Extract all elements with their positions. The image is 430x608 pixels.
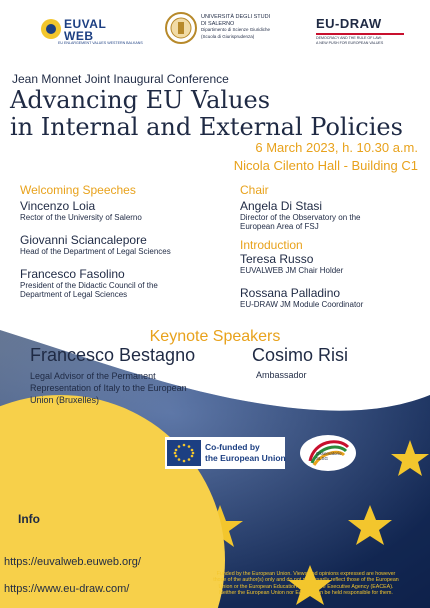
- observatory-line1: Osservatorio: [316, 451, 342, 456]
- chair-heading: Chair: [240, 183, 269, 197]
- speaker-role-line2: Department of Legal Sciences: [20, 290, 128, 299]
- event-date: 6 March 2023, h. 10.30 a.m.: [255, 140, 418, 155]
- eudraw-logo: [316, 16, 406, 50]
- university-seal-icon: [165, 12, 197, 44]
- euvalweb-logo: [36, 16, 143, 50]
- keynote-role-line2: Representation of Italy to the European: [30, 383, 187, 393]
- keynote-role-line3: Union (Bruxelles): [30, 395, 100, 405]
- chair-name: Angela Di Stasi: [240, 199, 323, 213]
- title-line1: Advancing EU Values: [10, 86, 271, 114]
- eu-cofunded-line1: Co-funded by: [205, 442, 260, 452]
- intro-speaker-name: Rossana Palladino: [240, 286, 341, 300]
- keynote-heading: Keynote Speakers: [149, 328, 281, 345]
- eu-cofunded-logo: [165, 437, 285, 469]
- euvalweb-emblem-icon: [40, 18, 62, 40]
- event-venue: Nicola Cilento Hall - Building C1: [233, 158, 418, 173]
- disclaimer-line4: Neither the European Union nor EACEA can be held responsible for them.: [219, 589, 393, 596]
- speaker-name: Vincenzo Loia: [20, 199, 96, 213]
- intro-speaker-role: EU-DRAW JM Module Coordinator: [240, 300, 364, 309]
- welcoming-heading: Welcoming Speeches: [20, 183, 136, 197]
- info-link-eudraw[interactable]: https://www.eu-draw.com/: [4, 583, 130, 595]
- unisa-line1: UNIVERSITÀ DEGLI STUDI: [201, 14, 271, 20]
- eu-flag-icon: [167, 440, 201, 466]
- speaker-name: Giovanni Sciancalepore: [20, 233, 147, 247]
- disclaimer-line2: those of the author(s) only and do not necessarily reflect those of the European: [213, 577, 399, 584]
- disclaimer-line3: Union or the European Education and Culture Executive Agency (EACEA).: [218, 583, 394, 590]
- welcoming-section: [20, 183, 230, 299]
- introduction-heading: Introduction: [240, 238, 303, 252]
- speaker-role: Rector of the University of Salerno: [20, 213, 142, 222]
- speaker-name: Francesco Fasolino: [20, 267, 125, 281]
- euvalweb-title: EUVAL WEB: [64, 17, 107, 43]
- keynote-speaker1-role: [30, 370, 230, 406]
- info-link-euvalweb[interactable]: https://euvalweb.euweb.org/: [4, 556, 141, 568]
- euvalweb-subtitle: EU ENLARGEMENT VALUES WESTERN BALKANS: [58, 41, 143, 45]
- unisa-line2: DI SALERNO: [201, 20, 235, 27]
- chair-role-line1: Director of the Observatory on the: [240, 213, 361, 222]
- info-heading: Info: [18, 512, 40, 526]
- intro-speaker-name: Teresa Russo: [240, 252, 314, 266]
- observatory-logo: [298, 433, 360, 473]
- speaker-role-line1: President of the Didactic Council of the: [20, 281, 158, 290]
- keynote-speaker1-name: Francesco Bestagno: [30, 345, 196, 365]
- keynote-role-line1: Legal Advisor of the Permanent: [30, 371, 156, 381]
- unisa-logo: [165, 10, 285, 50]
- unisa-line4: (Scuola di Giurisprudenza): [201, 33, 255, 39]
- eu-cofunded-line2: the European Union: [205, 453, 286, 463]
- pretitle: Jean Monnet Joint Inaugural Conference: [12, 72, 229, 86]
- speaker-role: Head of the Department of Legal Sciences: [20, 247, 171, 256]
- keynote-speaker2-name: Cosimo Risi: [252, 345, 349, 365]
- funding-disclaimer: [186, 571, 426, 596]
- keynote-speaker2-role: Ambassador: [256, 370, 307, 380]
- eudraw-sub1: DEMOCRACY AND THE RULE OF LAW:: [316, 36, 382, 40]
- intro-speaker-role: EUVALWEB JM Chair Holder: [240, 266, 344, 275]
- disclaimer-line1: Funded by the European Union. Views and opinions expressed are however: [216, 571, 396, 577]
- title-line2: in Internal and External Policies: [10, 113, 403, 141]
- eudraw-sub2: A NEW PUSH FOR EUROPEAN VALUES: [316, 40, 384, 45]
- eudraw-bar: [316, 33, 404, 35]
- chair-role-line2: European Area of FSJ: [240, 222, 319, 231]
- observatory-line2: SLSG: [316, 456, 329, 461]
- eudraw-title: EU-DRAW: [316, 16, 382, 31]
- unisa-line3: Dipartimento di Scienze Giuridiche: [201, 27, 271, 32]
- chair-section: [240, 183, 425, 309]
